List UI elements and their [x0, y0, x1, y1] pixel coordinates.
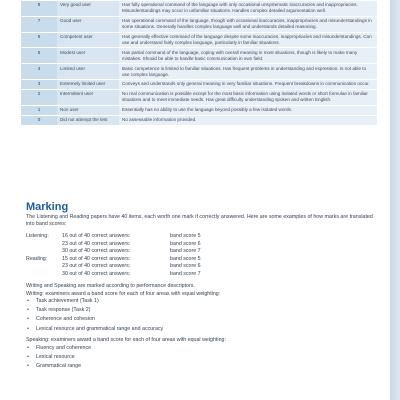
skill-level-cell: Intermittent user [57, 89, 119, 105]
band-description-cell: Has fully operational command of the language with only occasional unsystematic inaccuracies and inappropriacies. Misunderstandings may occur in unfamiliar situations. Handles complex detailed argumentation well. [119, 0, 377, 16]
score-example-row [26, 241, 266, 249]
band-score-cell: 6 [21, 32, 57, 48]
skill-level-cell: Very good user [57, 0, 119, 16]
band-description-cell: Basic competence is limited to familiar situations. Has frequent problems in understanding and expression. Is not able to use complex language. [119, 64, 377, 80]
page-edge [390, 0, 400, 400]
paper-name [26, 241, 62, 249]
band-row [21, 0, 377, 16]
band-score: band score 5 [170, 233, 201, 239]
skill-level-cell: Good user [57, 16, 119, 32]
paper-name [26, 271, 62, 279]
score-example-row [26, 271, 266, 279]
band-score-cell: 1 [21, 105, 57, 115]
speaking-criteria-list [26, 344, 91, 372]
score-example-row [26, 248, 266, 256]
band-score-cell: 5 [21, 48, 57, 64]
paper-name [26, 263, 62, 271]
score-example-row [26, 256, 266, 264]
band-row [21, 64, 377, 80]
criterion-item: • Grammatical range [26, 362, 91, 371]
band-score: band score 7 [170, 248, 201, 255]
section-title-marking: Marking [26, 201, 69, 213]
score-conversion-examples [26, 233, 266, 279]
criterion-item: • Coherence and cohesion [26, 315, 163, 324]
correct-answers: 30 out of 40 correct answers: [62, 248, 131, 255]
band-score-cell: 2 [21, 89, 57, 105]
correct-answers: 23 out of 40 correct answers: [62, 263, 131, 270]
band-score: band score 6 [170, 240, 201, 247]
paper-name: Listening: [26, 233, 49, 239]
band-description-cell: Has operational command of the language, though with occasional inaccuracies, inappropriacies and misunderstandings in some situations. Generally handles complex language well and understands detailed reasoning. [119, 16, 377, 32]
speaking-criteria-intro: Speaking: examiners award a band score for each of four areas with equal weighting: [26, 337, 226, 343]
band-description-cell: No real communication is possible except for the most basic information using isolated words or short formulae in familiar situations and to meet immediate needs. Has great difficulty understanding spoken and written English. [119, 89, 377, 105]
criterion-item: • Lexical resource [26, 353, 91, 362]
writing-criteria-list [26, 297, 163, 334]
band-score-cell: 8 [21, 0, 57, 16]
band-score-cell: 0 [21, 115, 57, 125]
correct-answers: 16 out of 40 correct answers: [62, 233, 131, 239]
score-example-row [26, 263, 266, 271]
band-score: band score 6 [170, 263, 201, 270]
band-row [21, 16, 377, 32]
score-example-row [26, 233, 266, 241]
criterion-item: • Lexical resource and grammatical range and accuracy [26, 325, 163, 334]
skill-level-cell: Non user [57, 105, 119, 115]
band-row [21, 48, 377, 64]
band-row [21, 32, 377, 48]
skill-level-cell: Limited user [57, 64, 119, 80]
band-score: band score 7 [170, 270, 201, 277]
paper-name: Reading: [26, 255, 48, 262]
band-row [21, 115, 377, 125]
band-description-cell: Essentially has no ability to use the language beyond possibly a few isolated words. [119, 105, 377, 115]
band-description-cell: Has partial command of the language, coping with overall meaning in most situations, though is likely to make many mistakes. Should be able to handle basic communication in own field. [119, 48, 377, 64]
band-description-cell: Conveys and understands only general meaning in very familiar situations. Frequent breakdowns in communication occur. [119, 79, 377, 89]
skill-level-cell: Competent user [57, 32, 119, 48]
paper-name [26, 248, 62, 256]
band-description-cell: Has generally effective command of the language despite some inaccuracies, inappropriacies and misunderstandings. Can use and understand fairly complex language, particularly in familiar situations. [119, 32, 377, 48]
band-score-cell: 3 [21, 79, 57, 89]
band-score-cell: 7 [21, 16, 57, 32]
criterion-item: • Fluency and coherence [26, 344, 91, 353]
skill-level-cell: Extremely limited user [57, 79, 119, 89]
marking-intro-paragraph: The Listening and Reading papers have 40 items, each worth one mark if correctly answered. Here are some examples of how marks are translated into band scores: [26, 214, 373, 228]
skill-level-cell: Did not attempt the test [57, 115, 119, 125]
criterion-item: • Task response (Task 2) [26, 306, 163, 315]
band-score: band score 5 [170, 255, 201, 262]
band-description-cell: No assessable information provided. [119, 115, 377, 125]
writing-criteria-intro: Writing: examiners award a band score for each of four areas with equal weighting: [26, 291, 221, 297]
band-score-table [21, 0, 377, 126]
band-score-cell: 4 [21, 64, 57, 80]
skill-level-cell: Modest user [57, 48, 119, 64]
correct-answers: 23 out of 40 correct answers: [62, 240, 131, 247]
band-row [21, 79, 377, 89]
correct-answers: 30 out of 40 correct answers: [62, 270, 131, 277]
band-row [21, 89, 377, 105]
criterion-item: • Task achievement (Task 1) [26, 297, 163, 306]
correct-answers: 15 out of 40 correct answers: [62, 255, 131, 262]
band-row [21, 105, 377, 115]
performance-descriptor-note: Writing and Speaking are marked according to performance descriptors. [26, 283, 195, 289]
